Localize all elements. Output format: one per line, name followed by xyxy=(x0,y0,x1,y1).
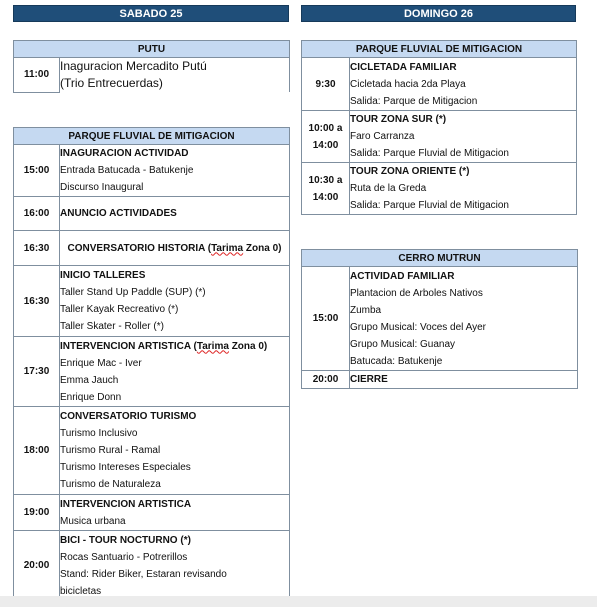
table-row xyxy=(14,231,290,266)
day-header-saturday: SABADO 25 xyxy=(13,5,289,22)
time-cell: 15:00 xyxy=(302,267,350,371)
time-end: 14:00 xyxy=(312,191,339,203)
event-line: Salida: Parque Fluvial de Mitigacion xyxy=(350,200,509,211)
event-title: CONVERSATORIO TURISMO xyxy=(60,411,197,422)
event-line: Plantacion de Arboles Nativos xyxy=(350,287,483,299)
event-cell xyxy=(350,163,577,215)
event-line: Emma Jauch xyxy=(60,374,119,386)
page-bottom-strip xyxy=(0,596,597,607)
event-cell xyxy=(60,145,290,197)
event-line: Taller Skater - Roller (*) xyxy=(60,321,164,332)
cerro-mutrun-table xyxy=(301,249,578,389)
time-start: 10:00 a xyxy=(308,122,343,134)
event-line: Musica urbana xyxy=(60,515,126,527)
table-row xyxy=(302,58,577,111)
table-row xyxy=(14,407,290,495)
event-cell xyxy=(350,111,577,163)
event-cell xyxy=(350,58,577,111)
event-cell xyxy=(60,337,290,407)
time-cell: 20:00 xyxy=(14,531,60,601)
event-cell xyxy=(350,371,578,389)
table-row xyxy=(14,266,290,337)
time-cell: 11:00 xyxy=(14,58,60,93)
event-line: Salida: Parque de Mitigacion xyxy=(350,95,478,107)
event-line: Turismo de Naturaleza xyxy=(60,479,161,490)
table-row xyxy=(14,58,290,93)
event-title: BICI - TOUR NOCTURNO (*) xyxy=(60,534,191,546)
event-line: Ruta de la Greda xyxy=(350,183,427,194)
event-line: Cicletada hacia 2da Playa xyxy=(350,78,466,90)
time-cell: 17:30 xyxy=(14,337,60,407)
event-title-part: INTERVENCION ARTISTICA ( xyxy=(60,340,197,352)
time-cell xyxy=(302,111,350,163)
time-cell: 19:00 xyxy=(14,495,60,531)
event-title xyxy=(60,240,289,257)
event-title: INICIO TALLERES xyxy=(60,270,146,281)
event-cell xyxy=(60,231,290,266)
time-cell: 16:00 xyxy=(14,197,60,231)
event-cell xyxy=(60,58,290,93)
event-line: Taller Stand Up Paddle (SUP) (*) xyxy=(60,287,206,298)
time-cell xyxy=(302,163,350,215)
event-title-part: Tarima xyxy=(211,242,244,254)
event-title xyxy=(60,338,289,355)
event-title: CIERRE xyxy=(350,374,388,385)
putu-table xyxy=(13,40,290,93)
event-line: Enrique Donn xyxy=(60,391,122,403)
time-cell: 18:00 xyxy=(14,407,60,495)
table-row xyxy=(302,371,578,389)
saturday-parque-table xyxy=(13,127,290,601)
event-cell xyxy=(60,531,290,601)
event-title-part: Tarima xyxy=(196,340,229,352)
event-line: Discurso Inaugural xyxy=(60,182,144,193)
event-line: Zumba xyxy=(350,304,382,316)
event-line: Batucada: Batukenje xyxy=(350,355,443,367)
event-cell xyxy=(60,495,290,531)
event-line: Rocas Santuario - Potrerillos xyxy=(60,551,188,563)
time-start: 10:30 a xyxy=(308,174,343,186)
event-line: Inaguracion Mercadito Putú xyxy=(60,59,207,73)
time-cell: 15:00 xyxy=(14,145,60,197)
event-cell xyxy=(60,197,290,231)
event-title: ANUNCIO ACTIVIDADES xyxy=(60,208,177,219)
day-header-sunday: DOMINGO 26 xyxy=(301,5,576,22)
event-line: Grupo Musical: Voces del Ayer xyxy=(350,321,486,333)
event-line: Turismo Intereses Especiales xyxy=(60,462,191,473)
event-cell xyxy=(60,407,290,495)
event-cell xyxy=(60,266,290,337)
event-title: ACTIVIDAD FAMILIAR xyxy=(350,270,455,282)
event-line: Grupo Musical: Guanay xyxy=(350,338,456,350)
event-title: CICLETADA FAMILIAR xyxy=(350,61,457,73)
cerro-mutrun-header: CERRO MUTRUN xyxy=(302,250,578,267)
event-line: Turismo Rural - Ramal xyxy=(60,445,161,456)
event-title-part: CONVERSATORIO HISTORIA ( xyxy=(67,242,212,254)
sunday-parque-header: PARQUE FLUVIAL DE MITIGACION xyxy=(302,41,577,58)
putu-header: PUTU xyxy=(14,41,290,58)
time-cell: 16:30 xyxy=(14,266,60,337)
event-title-part: Zona 0) xyxy=(243,242,282,254)
time-cell: 16:30 xyxy=(14,231,60,266)
time-cell: 20:00 xyxy=(302,371,350,389)
table-row xyxy=(14,197,290,231)
event-title: INAGURACION ACTIVIDAD xyxy=(60,148,189,159)
table-row xyxy=(302,111,577,163)
sunday-parque-table xyxy=(301,40,577,215)
event-cell xyxy=(350,267,578,371)
event-line: bicicletas xyxy=(60,585,102,597)
table-row xyxy=(14,337,290,407)
table-row xyxy=(14,531,290,601)
event-title: TOUR ZONA ORIENTE (*) xyxy=(350,166,470,177)
event-line: Entrada Batucada - Batukenje xyxy=(60,165,194,176)
table-row xyxy=(302,267,578,371)
table-row xyxy=(14,495,290,531)
event-title: TOUR ZONA SUR (*) xyxy=(350,114,447,125)
event-line: (Trio Entrecuerdas) xyxy=(60,76,163,90)
event-line: Turismo Inclusivo xyxy=(60,428,138,439)
table-row xyxy=(302,163,577,215)
saturday-parque-header: PARQUE FLUVIAL DE MITIGACION xyxy=(14,128,290,145)
event-line: Faro Carranza xyxy=(350,131,415,142)
event-line: Taller Kayak Recreativo (*) xyxy=(60,304,179,315)
event-line: Salida: Parque Fluvial de Mitigacion xyxy=(350,148,509,159)
event-line: Enrique Mac - Iver xyxy=(60,357,142,369)
table-row xyxy=(14,145,290,197)
time-cell: 9:30 xyxy=(302,58,350,111)
event-title-part: Zona 0) xyxy=(228,340,268,352)
event-line: Stand: Rider Biker, Estaran revisando xyxy=(60,568,227,580)
event-title: INTERVENCION ARTISTICA xyxy=(60,498,192,510)
time-end: 14:00 xyxy=(312,139,339,151)
